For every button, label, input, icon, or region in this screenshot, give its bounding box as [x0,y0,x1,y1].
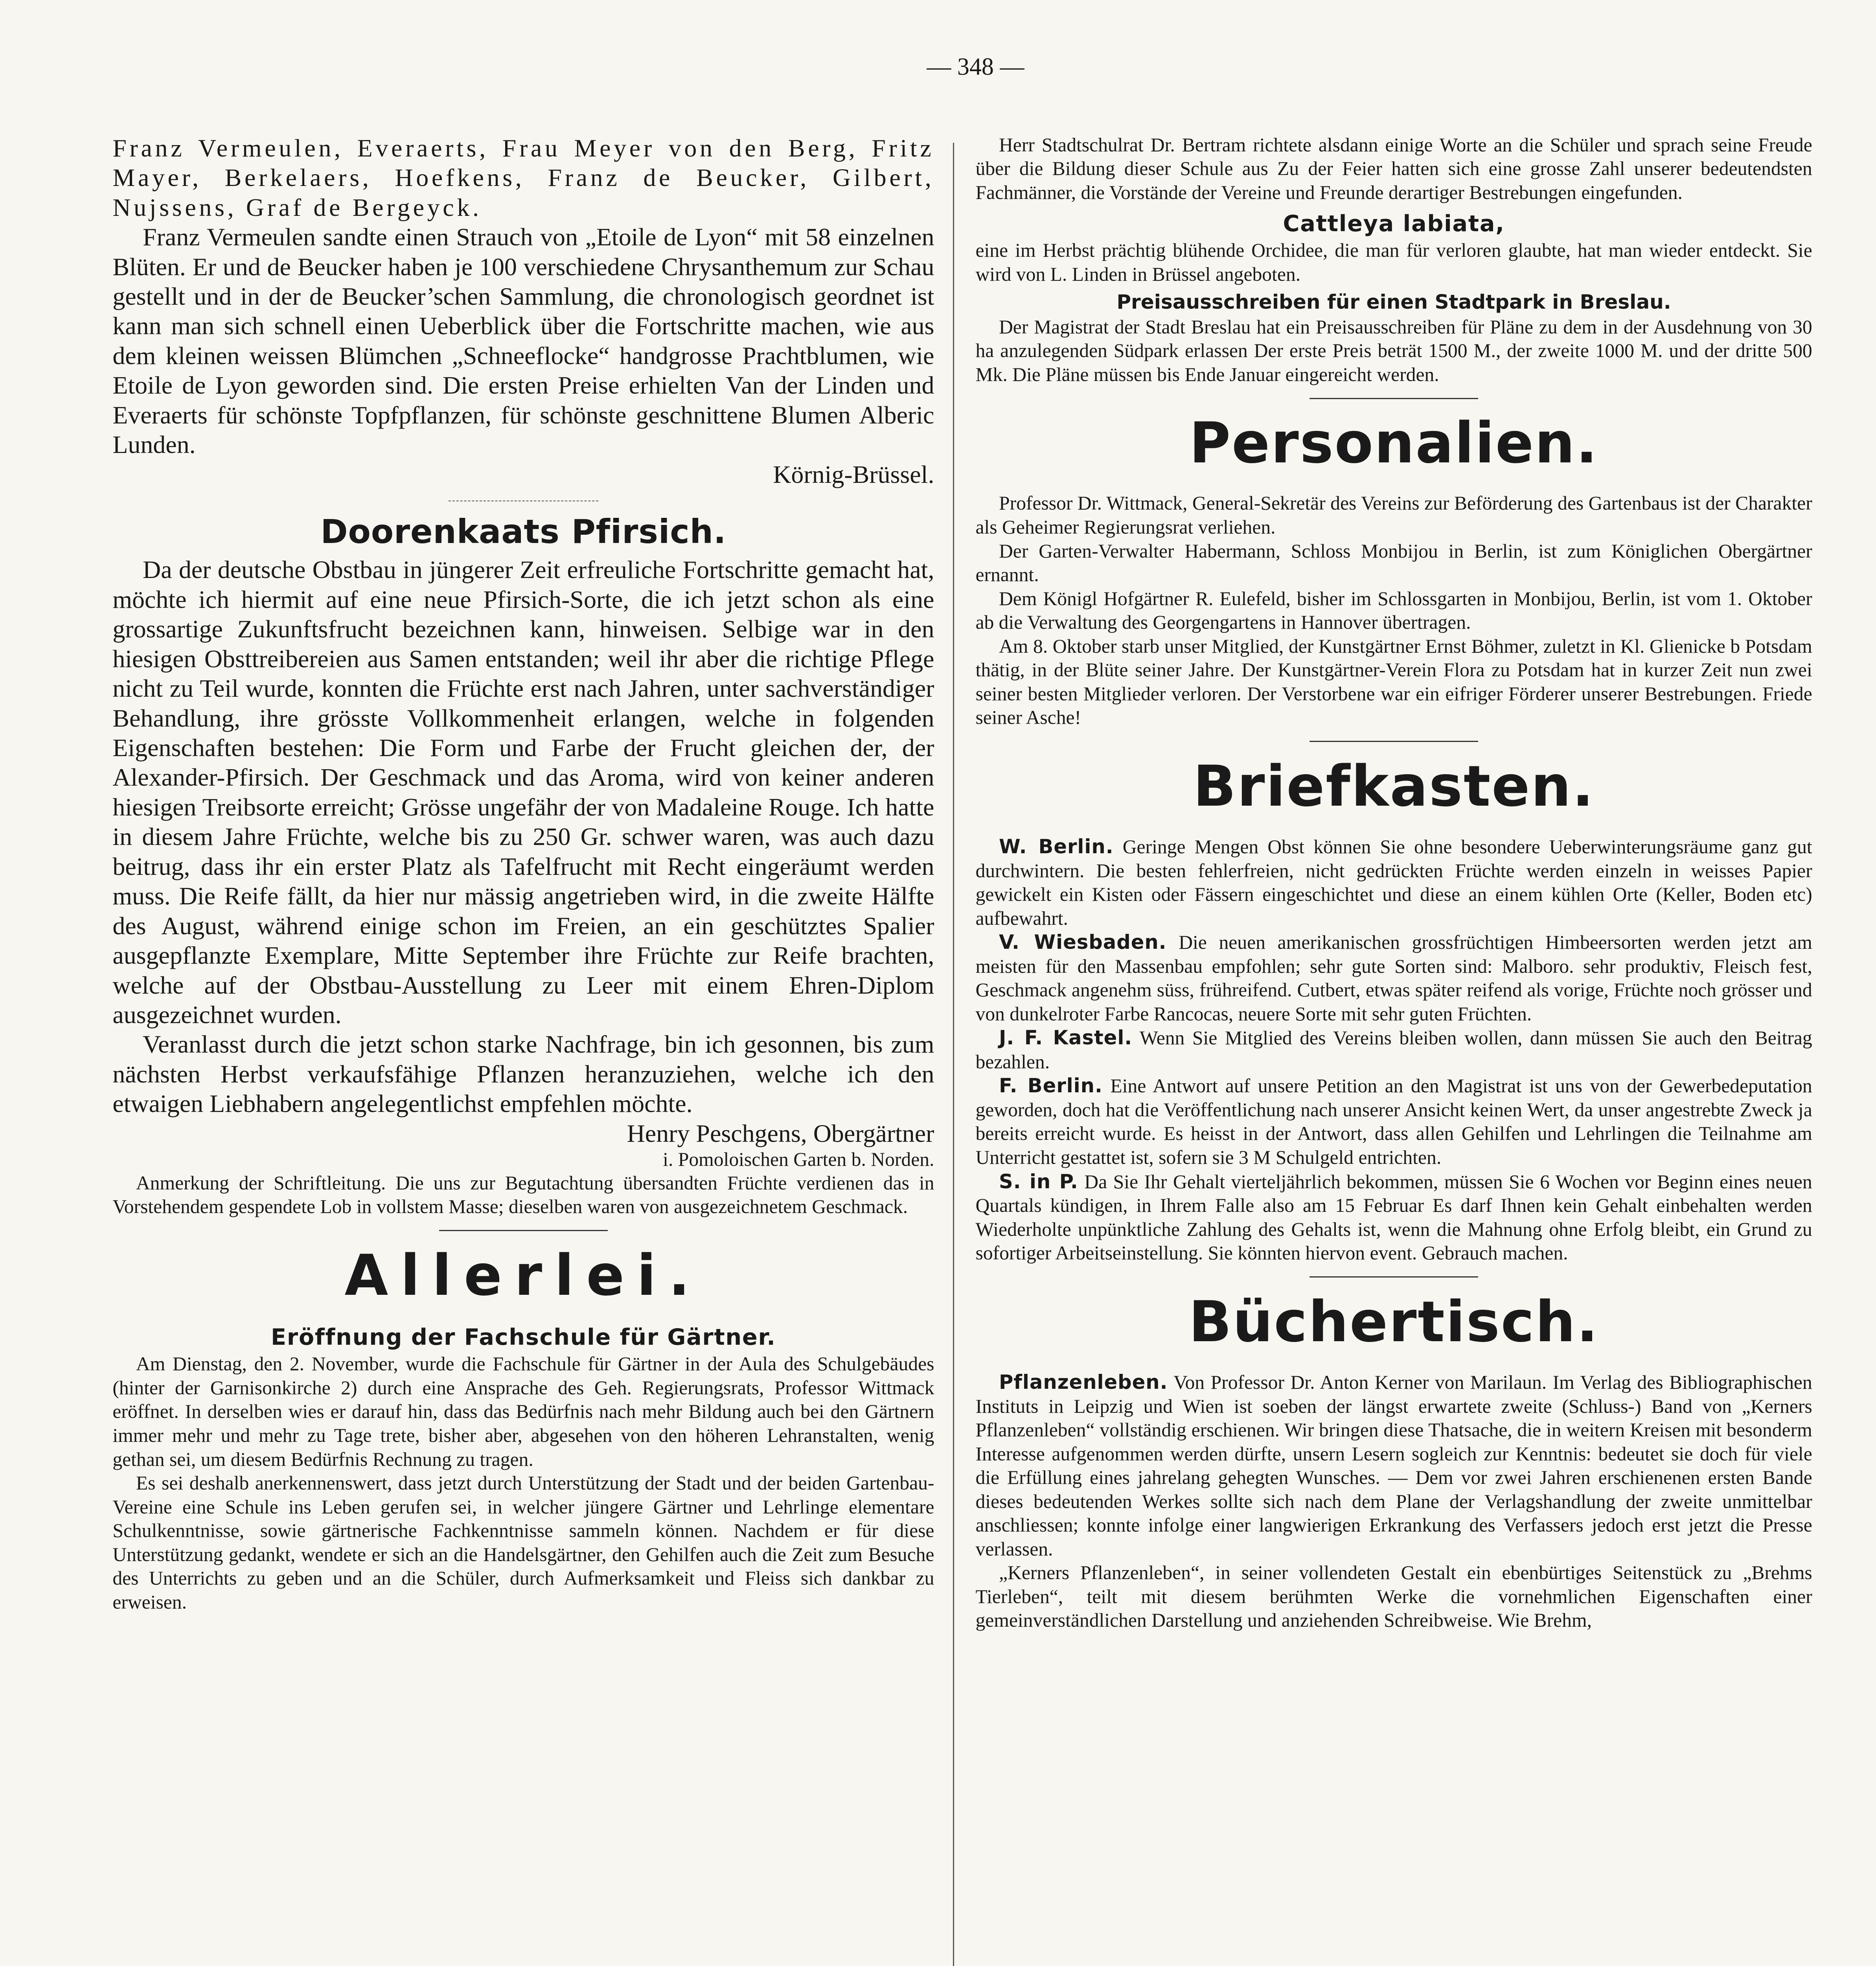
names-paragraph: Franz Vermeulen, Everaerts, Frau Meyer von den Berg, Fritz Mayer, Berkelaers, Hoefkens, Franz de Beucker, Gilbert, Nujssens, Graf de Bergeyck. [112,134,934,221]
peach-paragraph: Da der deutsche Obstbau in jüngerer Zeit erfreuliche Fortschritte gemacht hat, möchte ich hiermit auf eine neue Pfirsich-Sorte, die ich jetzt schon als eine grossartige Zukunftsfrucht bezeichnen kann, hinweisen. Selbige war in den hiesigen Obsttreibereien aus Samen entstanden; weil ihr aber die richtige Pflege nicht zu Teil wurde, konnten die Früchte erst nach Jahren, unter sachverständiger Behandlung, ihre grösste Vollkommenheit erlangen, welche in folgenden Eigenschaften bestehen: Die Form und Farbe der Frucht gleichen der, der Alexander-Pfirsich. Der Geschmack und das Aroma, wird von keiner anderen hiesigen Treibsorte erreicht; Grösse ungefähr der von Madaleine Rouge. Ich hatte in diesem Jahre Früchte, welche bis zu 250 Gr. schwer waren, was auch dazu beitrug, dass ihr ein erster Platz als Tafelfrucht mit Recht eingeräumt werden muss. Die Reife fällt, da hier nur mässig angetrieben wird, in die zweite Hälfte des August, während einige schon im Freien, an ein geschütztes Spalier ausgepflanzte Exemplare, Mitte September ihre Früchte zur Reife brachten, welche auf der Obstbau-Ausstellung zu Leer mit einem Ehren-Diplom ausgezeichnet wurden. [112,556,934,1029]
peschgens-signature: Henry Peschgens, Obergärtner [627,1119,934,1147]
letter-s-in-p [975,1170,1812,1265]
divider [439,1230,608,1231]
heading-preisausschreiben: Preisausschreiben für einen Stadtpark in Breslau. [1116,290,1671,313]
letter-w-berlin [975,835,1812,930]
letter-recipient: V. Wiesbaden. [999,931,1167,954]
bertram-paragraph: Herr Stadtschulrat Dr. Bertram richtete alsdann einige Worte an die Schüler und sprach seine Freude über die Bildung dieser Schule aus Zu der Feier hatten sich eine grosse Zahl unserer bedeutendsten Fachmänner, die Vorstände der Vereine und Freunde derartiger Bestrebungen eingefunden. [975,134,1812,203]
personalien-eulefeld: Dem Königl Hofgärtner R. Eulefeld, bisher im Schlossgarten in Monbijou, Berlin, ist vom 1. Oktober ab die Verwaltung des Georgengartens in Hannover übertragen. [975,587,1812,633]
letter-text: Da Sie Ihr Gehalt vierteljährlich bekommen, müssen Sie 6 Wochen vor Beginn eines neuen Quartals kündigen, in Ihrem Falle also am 15 Februar Es darf Ihnen kein Gehalt einbehalten werden Wiederholte unpünktliche Zahlung des Gehalts ist, wenn die Mahnung ohne Erfolg bleibt, ein Grund zu sofortiger Arbeitseinstellung. Sie könnten hiervon event. Gebrauch machen. [975,1171,1812,1264]
left-column [112,133,934,1614]
letter-v-wiesbaden [975,930,1812,1026]
letter-recipient: S. in P. [999,1170,1078,1193]
book-text: Von Professor Dr. Anton Kerner von Marilaun. Im Verlag des Bibliographischen Instituts in Leipzig und Wien ist soeben der längst erwartete zweite (Schluss-) Band von „Kerners Pflanzenleben“ vollständig erschienen. Wir bringen diese Thatsache, die in weitern Kreisen mit besonderm Interesse aufgenommen werden dürfte, unsern Lesern sogleich zur Kenntnis: bedeutet sie doch für viele die Erfüllung eines jahrelang gehegten Wunsches. — Dem vor zwei Jahren erschienenen ersten Bande dieses bedeutenden Werkes sollte sich nach dem Plane der Verlagshandlung der zweite unmittelbar anschliessen; konnte infolge einer langwierigen Erkrankung des Verfassers jedoch erst jetzt die Presse verlassen. [975,1371,1812,1560]
heading-personalien: Personalien. [1189,410,1598,476]
heading-allerlei: Allerlei. [344,1242,703,1308]
heading-doorenkaat: Doorenkaats Pfirsich. [320,512,726,551]
letter-text: Die neuen amerikanischen grossfrüchtigen Himbeersorten werden jetzt am meisten für den Massenbau empfohlen; sehr gute Sorten sind: Malboro. sehr produktiv, Fleisch fest, Geschmack angenehm süss, frühreifend. Cutbert, etwas später reifend als vorige, Früchte noch grösser und von dunkelroter Farbe Rancocas, neuere Sorte mit sehr guten Früchten. [975,931,1812,1025]
page-number: — 348 — [927,53,1024,80]
fachschule-paragraph-2: Es sei deshalb anerkennenswert, dass jetzt durch Unterstützung der Stadt und der beiden Gartenbau-Vereine eine Schule ins Leben gerufen sei, in welcher jüngere Gärtner und Lehrlinge elementare Schulkenntnisse, sowie gärtnerische Fachkenntnisse sammeln können. Nachdem er für diese Unterstützung gedankt, wendete er sich an die Handelsgärtner, den Gehilfen auch die Zeit zum Besuche des Unterrichts zu geben und an die Schüler, durch Aufmerksamkeit und Fleiss sich dankbar zu erweisen. [112,1472,934,1613]
letter-text: Geringe Mengen Obst können Sie ohne besondere Ueberwinterungsräume ganz gut durchwintern. Die besten fehlerfreien, nicht gedrückten Früchte werden einzeln in weisses Papier gewickelt ein Kisten oder Fässern eingeschichtet und diese an einem kühlen Orte (Keller, Boden etc) aufbewahrt. [975,836,1812,929]
heading-buechertisch: Büchertisch. [1188,1289,1599,1355]
letter-text: Eine Antwort auf unsere Petition an den Magistrat ist uns von der Gewerbedeputation geworden, doch hat die Veröffentlichung nach unserer Ansicht keinen Wert, da unser angestrebte Zweck ja bereits erreicht wurde. Es heisst in der Antwort, dass allen Gehilfen und Lehrlingen die Teilnahme am Unterricht gestattet ist, sofern sie 3 M Schulgeld entrichten. [975,1075,1812,1169]
personalien-boehmer: Am 8. Oktober starb unser Mitglied, der Kunstgärtner Ernst Böhmer, zuletzt in Kl. Glienicke b Potsdam thätig, in der Blüte seiner Jahre. Der Kunstgärtner-Verein Flora zu Potsdam hat in kurzer Zeit nun zwei seiner besten Mitglieder verloren. Der Verstorbene war ein eifriger Förderer unserer Bestrebungen. Friede seiner Asche! [975,635,1812,729]
book-pflanzenleben [975,1370,1812,1561]
preisausschreiben-paragraph: Der Magistrat der Stadt Breslau hat ein Preisausschreiben für Pläne zu dem in der Ausdehnung von 30 ha anzulegenden Südpark erlassen Der erste Preis beträt 1500 M., der zweite 1000 M. und der dritte 500 Mk. Die Pläne müssen bis Ende Januar eingereicht werden. [975,316,1812,385]
editor-note: Anmerkung der Schriftleitung. Die uns zur Begutachtung übersandten Früchte verdienen das in Vorstehendem gespendete Lob in vollstem Masse; dieselben waren von ausgezeichnetem Geschmack. [112,1172,934,1218]
book-title: Pflanzenleben. [999,1371,1168,1394]
letter-recipient: J. F. Kastel. [999,1026,1133,1049]
heading-fachschule: Eröffnung der Fachschule für Gärtner. [271,1324,776,1351]
letter-f-berlin [975,1074,1812,1169]
vermeulen-paragraph: Franz Vermeulen sandte einen Strauch von „Etoile de Lyon“ mit 58 einzelnen Blüten. Er und de Beucker haben je 100 verschiedene Chrysanthemum zur Schau gestellt und in der de Beucker’schen Sammlung, die chronologisch geordnet ist kann man sich schnell einen Ueberblick über die Fortschritte machen, wie aus dem kleinen weissen Blümchen „Schneeflocke“ handgrosse Prachtblumen, wie Etoile de Lyon geworden sind. Die ersten Preise erhielten Van der Linden und Everaerts für schönste Topfpflanzen, für schönste geschnittene Blumen Alberic Lunden. [112,223,934,459]
fachschule-paragraph-1: Am Dienstag, den 2. November, wurde die Fachschule für Gärtner in der Aula des Schulgebäudes (hinter der Garnisonkirche 2) durch eine Ansprache des Geh. Regierungsrats, Professor Wittmack eröffnet. In derselben wies er darauf hin, dass das Bedürfnis nach mehr Bildung auch bei den Gärtnern immer mehr und mehr zu Tage trete, bisher aber, abgesehen von den höheren Lehranstalten, wenig gethan sei, um diesem Bedürfnis Rechnung zu tragen. [112,1353,934,1470]
editor-note-block [112,1171,934,1219]
heading-cattleya: Cattleya labiata, [1283,210,1505,237]
personalien-habermann: Der Garten-Verwalter Habermann, Schloss Monbijou in Berlin, ist zum Königlichen Obergärtner ernannt. [975,540,1812,586]
cattleya-paragraph: eine im Herbst prächtig blühende Orchidee, die man für verloren glaubte, hat man wieder entdeckt. Sie wird von L. Linden in Brüssel angeboten. [975,239,1812,285]
heading-briefkasten: Briefkasten. [1193,753,1595,819]
author-signature: Körnig-Brüssel. [773,460,934,488]
divider [1310,398,1478,399]
peschgens-location: i. Pomoloischen Garten b. Norden. [663,1149,934,1171]
book-pflanzenleben-2: „Kerners Pflanzenleben“, in seiner vollendeten Gestalt ein ebenbürtiges Seitenstück zu „Brehms Tierleben“, teilt mit diesem berühmten Werke die vornehmlichen Eigenschaften einer gemeinverständlichen Darstellung und anziehenden Schreibweise. Wie Brehm, [975,1562,1812,1631]
right-column [975,133,1812,1633]
fachschule-block [112,1352,934,1614]
letter-recipient: F. Berlin. [999,1074,1103,1097]
peach-offer-paragraph: Veranlasst durch die jetzt schon starke Nachfrage, bin ich gesonnen, bis zum nächsten Herbst verkaufsfähige Pflanzen heranzuziehen, welche ich den etwaigen Liebhabern angelegentlichst empfehlen möchte. [112,1030,934,1118]
divider [1310,741,1478,742]
column-divider [953,143,954,1966]
divider [1310,1276,1478,1278]
letter-jf-kastel [975,1026,1812,1074]
personalien-wittmack: Professor Dr. Wittmack, General-Sekretär des Vereins zur Beförderung des Gartenbaus ist der Charakter als Geheimer Regierungsrat verliehen. [975,492,1812,538]
letter-recipient: W. Berlin. [999,835,1114,858]
letter-text: Wenn Sie Mitglied des Vereins bleiben wollen, dann müssen Sie auch den Beitrag bezahlen. [975,1027,1812,1073]
